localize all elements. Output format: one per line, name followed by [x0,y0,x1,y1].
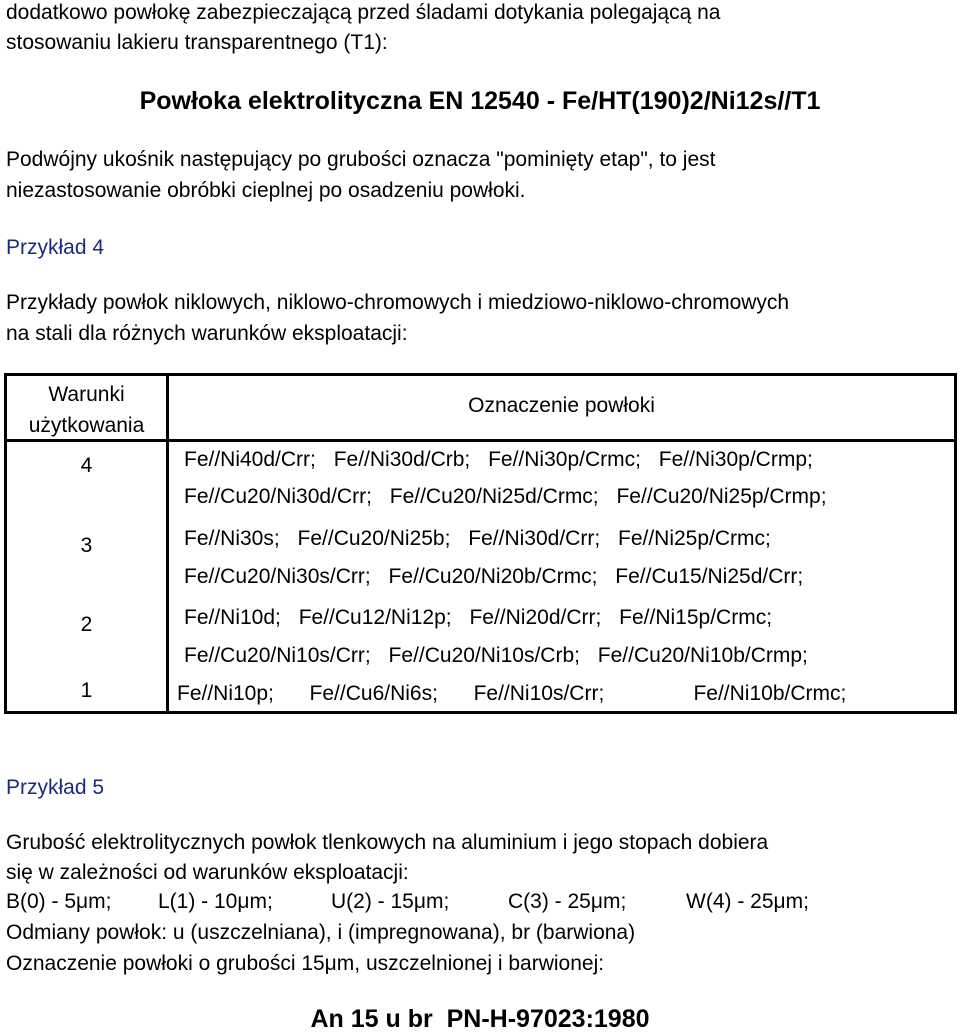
header-conditions-line2: użytkowania [28,414,145,437]
table-row-condition: 3 [80,534,93,557]
thickness-item: L(1) - 10μm; [158,890,273,913]
thickness-item: B(0) - 5μm; [6,890,112,913]
table-column-divider [166,376,169,711]
table-row-line: Fe//Cu20/Ni30s/Crr; Fe//Cu20/Ni20b/Crmc; Fe//Cu15/Ni25d/Crr; [184,565,804,588]
table-row-condition: 1 [80,679,93,702]
table-row-line: Fe//Ni10p; Fe//Cu6/Ni6s; Fe//Ni10s/Crr; Fe//Ni10b/Crmc; [177,682,847,705]
table-row-line: Fe//Ni40d/Crr; Fe//Ni30d/Crb; Fe//Ni30p/Crmc; Fe//Ni30p/Crmp; [184,448,813,471]
explanation-line-2: niezastosowanie obróbki cieplnej po osadzeniu powłoki. [6,179,526,202]
intro-line-1: dodatkowo powłokę zabezpieczającą przed śladami dotykania polegającą na [6,1,721,24]
coating-title: Powłoka elektrolityczna EN 12540 - Fe/HT(190)2/Ni12s//T1 [139,87,821,115]
header-designation: Oznaczenie powłoki [468,394,655,417]
example-designation: An 15 u br PN-H-97023:1980 [310,1005,650,1033]
example4-line-2: na stali dla różnych warunków eksploatacji: [6,322,408,345]
table-row-line: Fe//Cu20/Ni30d/Crr; Fe//Cu20/Ni25d/Crmc; Fe//Cu20/Ni25p/Crmp; [184,485,827,508]
example4-heading: Przykład 4 [6,236,105,259]
example5-line-1: Grubość elektrolitycznych powłok tlenkowych na aluminium i jego stopach dobiera [6,831,769,854]
coatings-table [4,373,957,714]
variants-line: Odmiany powłok: u (uszczelniana), i (impregnowana), br (barwiona) [6,921,636,944]
thickness-item: C(3) - 25μm; [508,890,627,913]
table-row-line: Fe//Ni10d; Fe//Cu12/Ni12p; Fe//Ni20d/Crr; Fe//Ni15p/Crmc; [184,606,773,629]
table-row-condition: 2 [80,613,93,636]
explanation-line-1: Podwójny ukośnik następujący po grubości oznacza "pominięty etap", to jest [6,148,716,171]
table-row-line: Fe//Cu20/Ni10s/Crr; Fe//Cu20/Ni10s/Crb; Fe//Cu20/Ni10b/Crmp; [184,644,808,667]
header-conditions-line1: Warunki [48,383,125,406]
table-row-condition: 4 [80,454,93,477]
example4-line-1: Przykłady powłok niklowych, niklowo-chromowych i miedziowo-niklowo-chromowych [6,291,790,314]
designation-intro: Oznaczenie powłoki o grubości 15μm, uszczelnionej i barwionej: [6,952,605,975]
example5-line-2: się w zależności od warunków eksploatacji: [6,861,409,884]
thickness-item: W(4) - 25μm; [686,890,809,913]
intro-line-2: stosowaniu lakieru transparentnego (T1): [6,31,388,54]
thickness-item: U(2) - 15μm; [331,890,450,913]
table-row-line: Fe//Ni30s; Fe//Cu20/Ni25b; Fe//Ni30d/Crr; Fe//Ni25p/Crmc; [184,527,771,550]
header-conditions [7,382,166,439]
example5-heading: Przykład 5 [6,776,105,799]
table-header-divider [7,439,954,442]
